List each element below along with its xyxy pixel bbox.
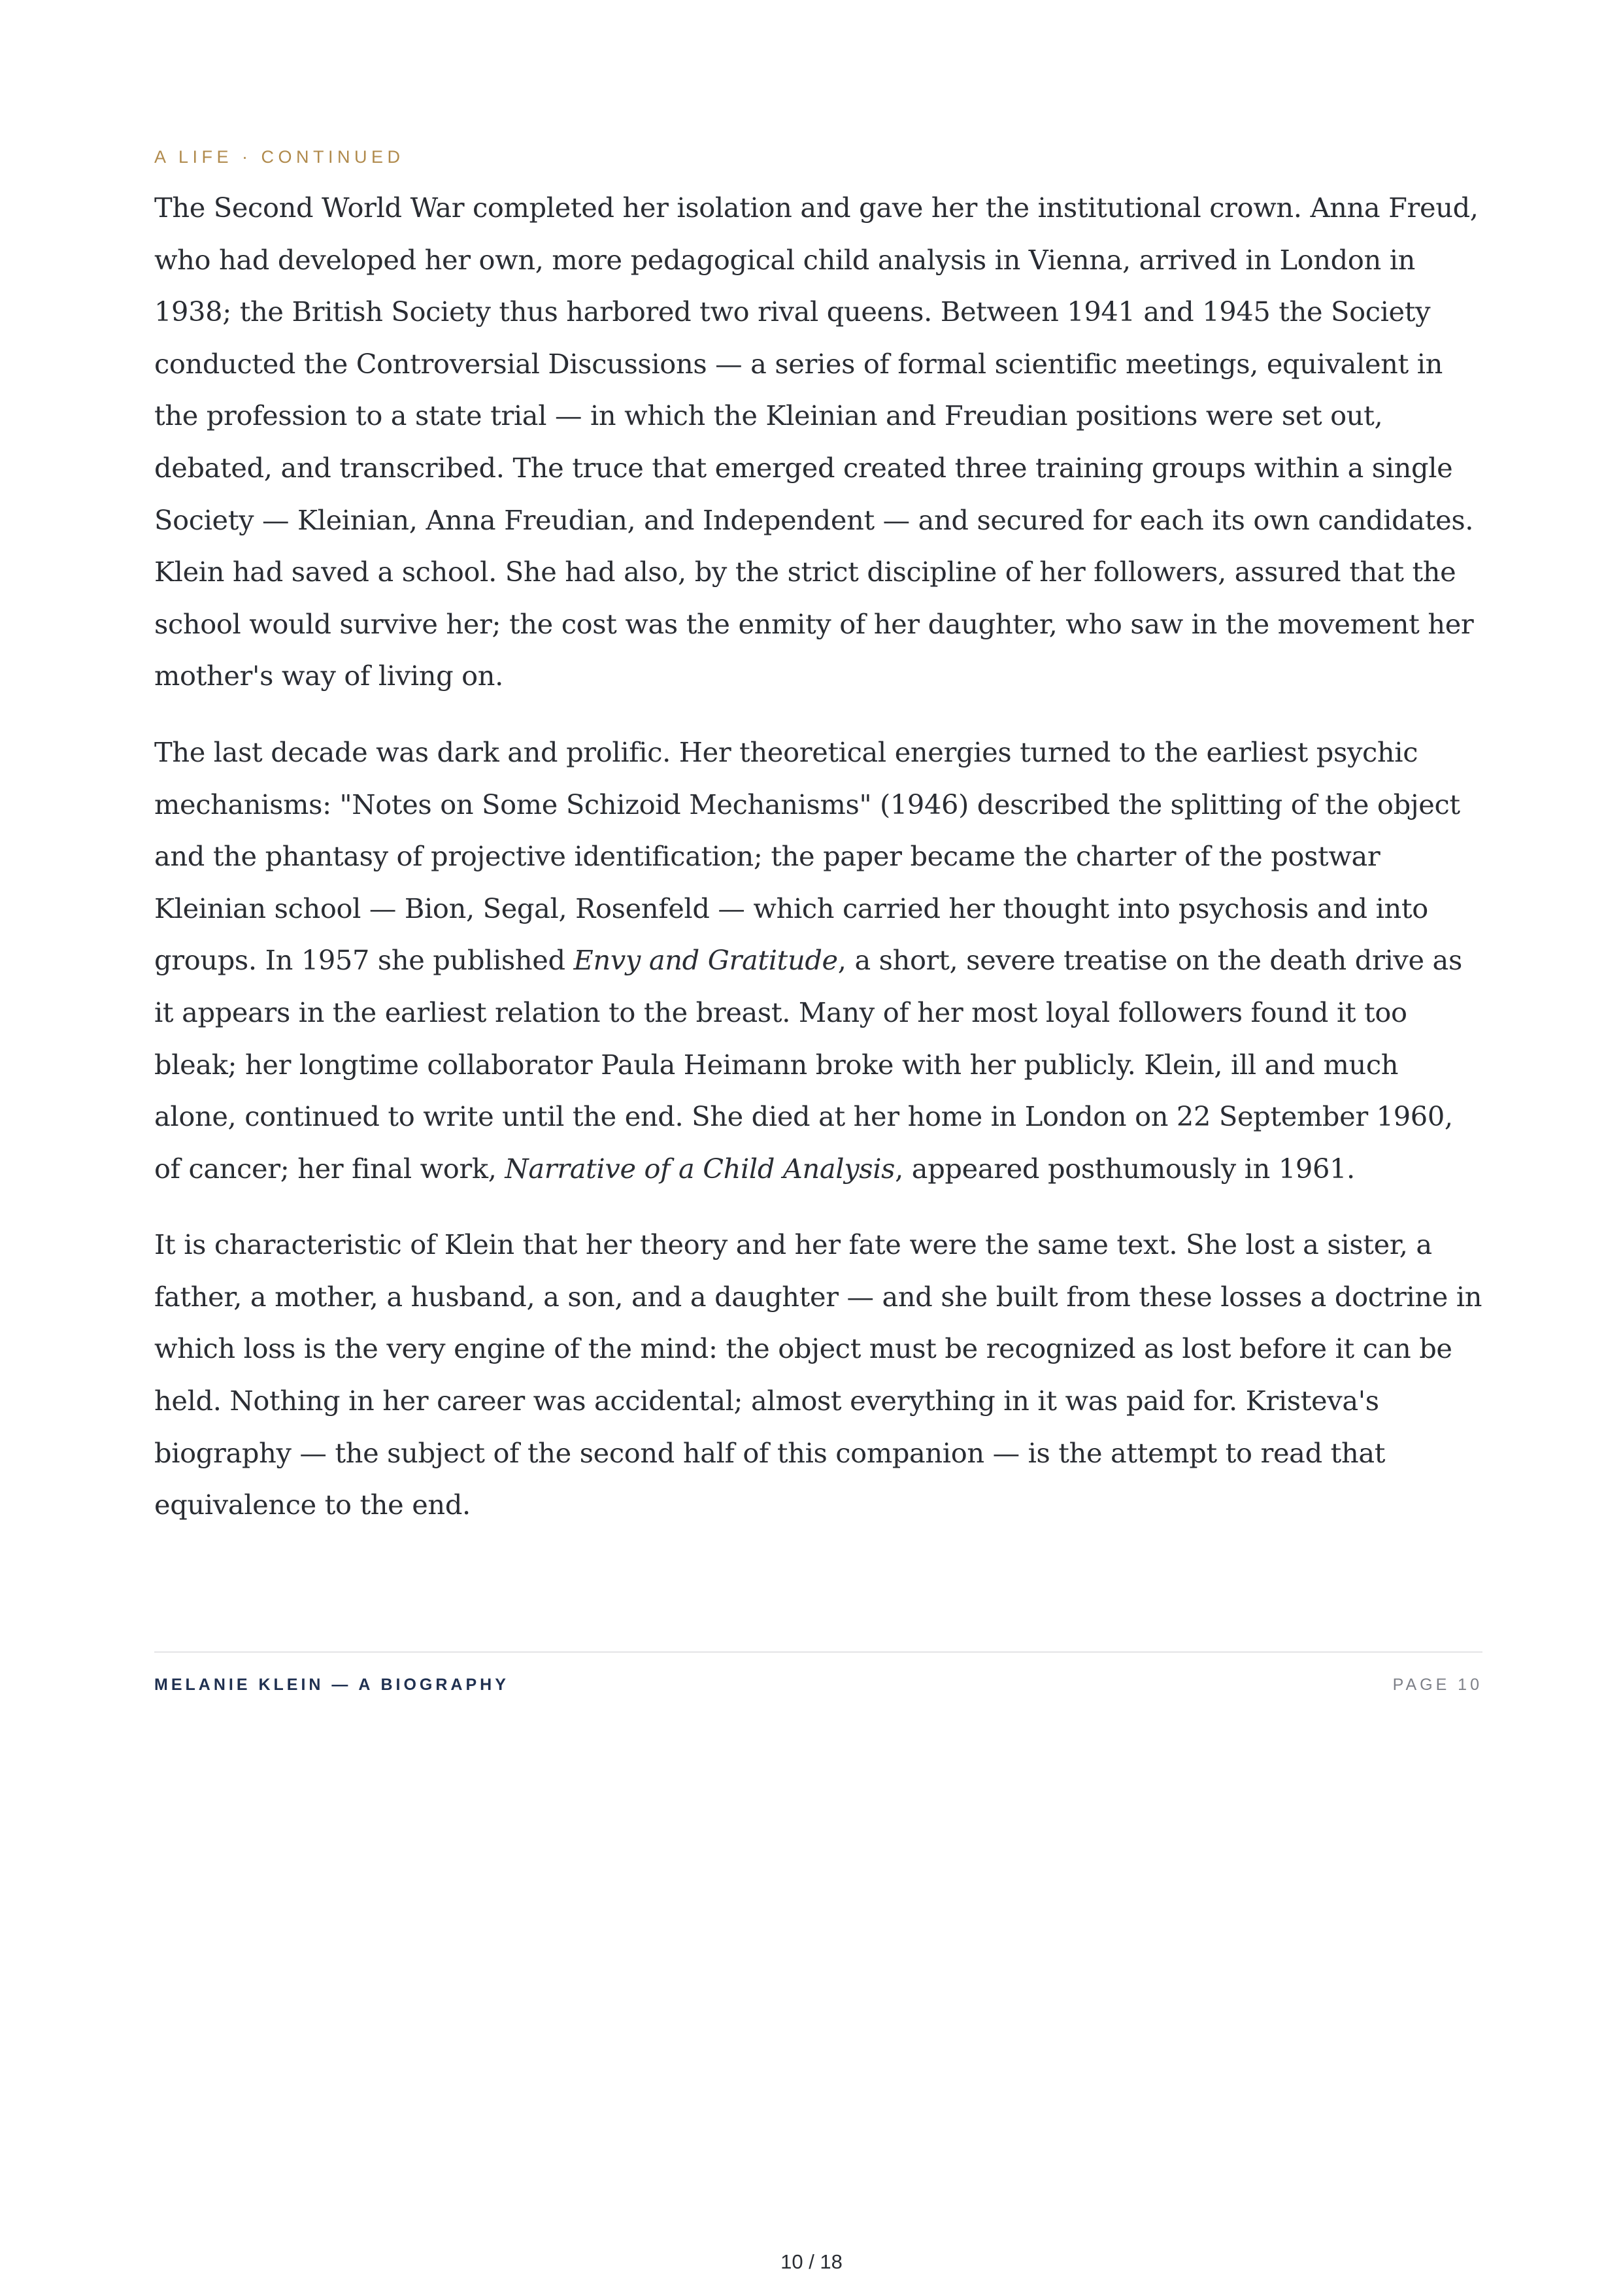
body-paragraph [154, 1219, 1482, 1531]
paragraph-text: The last decade was dark and prolific. Her theoretical energies turned to the earliest psychic mechanisms: "Notes on Some Schizoid Mechanisms" (1946) described the splitting of the object and the phantasy of projective identification; the paper became the charter of the postwar Kleinian school — Bion, Segal, Rosenfeld — which carried her thought into psychosis and into groups. In 1957 she published [154, 735, 1460, 977]
running-footer-page-number: PAGE 10 [1392, 1676, 1482, 1694]
paragraph-text: , appeared posthumously in 1961. [895, 1152, 1355, 1185]
section-kicker: A LIFE · CONTINUED [154, 147, 405, 167]
italic-title: Narrative of a Child Analysis [505, 1152, 895, 1185]
paragraph-text: The Second World War completed her isolation and gave her the institutional crown. Anna Freud, who had developed her own, more pedagogical child analysis in Vienna, arrived in London in 1938; the British Society thus harbored two rival queens. Between 1941 and 1945 the Society conducted the Controversial Discussions — a series of formal scientific meetings, equivalent in the profession to a state trial — in which the Kleinian and Freudian positions were set out, debated, and transcribed. The truce that emerged created three training groups within a single Society — Kleinian, Anna Freudian, and Independent — and secured for each its own candidates. Klein had saved a school. She had also, by the strict discipline of her followers, assured that the school would survive her; the cost was the enmity of her daughter, who saw in the movement her mother's way of living on. [154, 192, 1479, 692]
body-paragraph [154, 182, 1482, 702]
paragraph-text: , a short, severe treatise on the death drive as it appears in the earliest relation to the breast. Many of her most loyal followers found it too bleak; her longtime collaborator Paula Heimann broke with her publicly. Klein, ill and much alone, continued to write until the end. She died at her home in London on 22 September 1960, of cancer; her final work, [154, 944, 1462, 1185]
viewer-page-counter: 10 / 18 [780, 2250, 843, 2273]
italic-title: Envy and Gratitude [573, 944, 838, 977]
running-footer-title: MELANIE KLEIN — A BIOGRAPHY [154, 1676, 509, 1694]
body-paragraph [154, 726, 1482, 1194]
page-content [154, 144, 1482, 1555]
footer-divider [154, 1651, 1482, 1653]
paragraph-text: It is characteristic of Klein that her theory and her fate were the same text. She lost a sister, a father, a mother, a husband, a son, and a daughter — and she built from these losses a doctrine in which loss is the very engine of the mind: the object must be recognized as lost before it can be held. Nothing in her career was accidental; almost everything in it was paid for. Kristeva's biography — the subject of the second half of this companion — is the attempt to read that equivalence to the end. [154, 1228, 1482, 1521]
